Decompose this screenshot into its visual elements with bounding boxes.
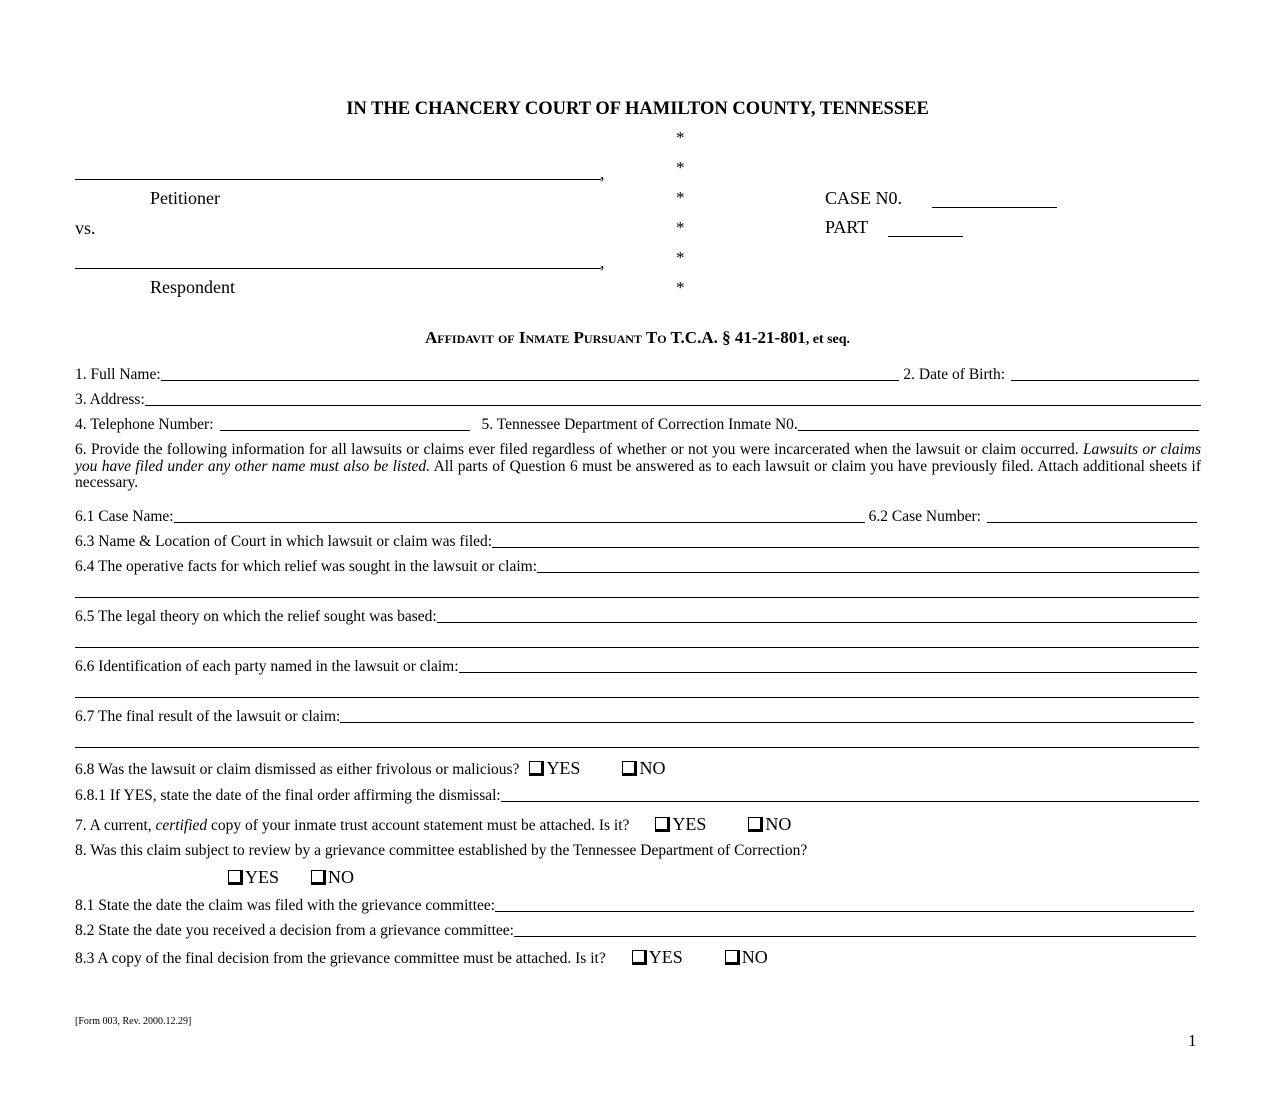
affidavit-title xyxy=(0,328,1275,348)
row-grievance-filed-date xyxy=(75,897,1194,915)
trust-account-no-checkbox[interactable] xyxy=(748,814,791,835)
caption-star: * xyxy=(676,218,685,237)
parties-line-2[interactable] xyxy=(75,697,1199,698)
case-number-field[interactable] xyxy=(987,522,1197,523)
grievance-review-yes-checkbox[interactable] xyxy=(228,867,279,888)
part-line[interactable] xyxy=(888,236,963,237)
no-label: NO xyxy=(328,867,355,887)
legal-theory-field[interactable] xyxy=(437,622,1197,623)
dob-label: 2. Date of Birth: xyxy=(903,366,1005,383)
q6-text-1: 6. Provide the following information for all lawsuits or claims ever filed regardless of whether or not you were incarcerated when the lawsuit or claim occurred. xyxy=(75,441,1079,458)
full-name-field[interactable] xyxy=(161,380,900,381)
grievance-copy-no-checkbox[interactable] xyxy=(725,947,768,968)
trust-account-label: 7. A current, certified copy of your inmate trust account statement must be attached. Is it? xyxy=(75,817,630,834)
checkbox-icon xyxy=(655,817,670,832)
final-result-field[interactable] xyxy=(340,722,1194,723)
row-operative-facts xyxy=(75,558,1199,576)
telephone-field[interactable] xyxy=(220,430,470,431)
yes-label: YES xyxy=(546,758,581,778)
row-final-result xyxy=(75,708,1194,726)
yes-label: YES xyxy=(245,867,280,887)
row-grievance-review xyxy=(75,842,807,860)
row-grievance-review-options xyxy=(218,867,354,888)
respondent-label: Respondent xyxy=(150,277,235,297)
full-name-label: 1. Full Name: xyxy=(75,366,161,383)
caption-star: * xyxy=(676,248,685,267)
grievance-decision-field[interactable] xyxy=(514,936,1196,937)
caption-star: * xyxy=(676,128,685,147)
affidavit-title-statute: T.C.A. § 41-21-801 xyxy=(670,328,806,347)
q6-text-italic: Lawsuits or claims you have filed under any other name must also be listed. xyxy=(75,441,1201,475)
row-parties xyxy=(75,658,1197,676)
row-grievance-copy xyxy=(75,947,768,968)
caption-star: * xyxy=(676,278,685,297)
row-legal-theory xyxy=(75,608,1197,626)
dismissal-date-label: 6.8.1 If YES, state the date of the final order affirming the dismissal: xyxy=(75,787,501,804)
final-result-label: 6.7 The final result of the lawsuit or claim: xyxy=(75,708,341,725)
case-number-line[interactable] xyxy=(932,207,1057,208)
address-label: 3. Address: xyxy=(75,391,145,408)
row-frivolous xyxy=(75,758,665,779)
petitioner-name-line[interactable] xyxy=(75,179,601,180)
question-6-instructions xyxy=(75,442,1201,492)
dob-field[interactable] xyxy=(1011,380,1199,381)
petitioner-comma: , xyxy=(600,163,605,183)
no-label: NO xyxy=(765,814,792,834)
no-label: NO xyxy=(741,947,768,967)
case-number-field-label: 6.2 Case Number: xyxy=(868,508,981,525)
row-address xyxy=(75,391,1201,409)
operative-facts-label: 6.4 The operative facts for which relief was sought in the lawsuit or claim: xyxy=(75,558,537,575)
checkbox-icon xyxy=(228,870,243,885)
row-grievance-decision-date xyxy=(75,922,1196,940)
q6-text-2: All parts of Question 6 must be answered as to each lawsuit or claim you have previously filed. Attach additional sheets if necessary. xyxy=(75,457,1201,491)
parties-label: 6.6 Identification of each party named in the lawsuit or claim: xyxy=(75,658,459,675)
checkbox-icon xyxy=(725,950,740,965)
vs-label: vs. xyxy=(75,218,96,238)
inmate-number-field[interactable] xyxy=(798,430,1199,431)
frivolous-label: 6.8 Was the lawsuit or claim dismissed as either frivolous or malicious? xyxy=(75,761,520,778)
grievance-copy-yes-checkbox[interactable] xyxy=(632,947,683,968)
respondent-name-line[interactable] xyxy=(75,268,601,269)
affidavit-title-main: Affidavit of Inmate Pursuant To xyxy=(424,328,667,347)
row-trust-account xyxy=(75,814,791,835)
inmate-number-label: 5. Tennessee Department of Correction Inmate N0. xyxy=(481,416,798,433)
grievance-review-label: 8. Was this claim subject to review by a grievance committee established by the Tennessee Department of Correction? xyxy=(75,842,808,859)
row-case-name-number xyxy=(75,508,1197,526)
caption-star: * xyxy=(676,158,685,177)
frivolous-no-checkbox[interactable] xyxy=(622,758,665,779)
frivolous-yes-checkbox[interactable] xyxy=(529,758,580,779)
operative-facts-line-2[interactable] xyxy=(75,597,1199,598)
telephone-label: 4. Telephone Number: xyxy=(75,416,214,433)
checkbox-icon xyxy=(632,950,647,965)
respondent-comma: , xyxy=(600,252,605,272)
parties-field[interactable] xyxy=(459,672,1198,673)
grievance-filed-field[interactable] xyxy=(495,911,1194,912)
affidavit-title-suffix: , et seq. xyxy=(805,332,851,347)
grievance-filed-label: 8.1 State the date the claim was filed with the grievance committee: xyxy=(75,897,496,914)
form-id: [Form 003, Rev. 2000.12.29] xyxy=(75,1016,192,1027)
operative-facts-field[interactable] xyxy=(537,572,1199,573)
court-location-field[interactable] xyxy=(492,547,1199,548)
row-name-dob xyxy=(75,366,1199,384)
dismissal-date-field[interactable] xyxy=(501,801,1199,802)
court-title: IN THE CHANCERY COURT OF HAMILTON COUNTY, TENNESSEE xyxy=(346,99,929,119)
grievance-decision-label: 8.2 State the date you received a decision from a grievance committee: xyxy=(75,922,514,939)
address-field[interactable] xyxy=(145,405,1201,406)
petitioner-label: Petitioner xyxy=(150,188,220,208)
checkbox-icon xyxy=(311,870,326,885)
checkbox-icon xyxy=(748,817,763,832)
yes-label: YES xyxy=(672,814,707,834)
row-dismissal-date xyxy=(75,787,1199,805)
caption-star: * xyxy=(676,188,685,207)
case-name-field[interactable] xyxy=(174,522,865,523)
yes-label: YES xyxy=(648,947,683,967)
court-location-label: 6.3 Name & Location of Court in which lawsuit or claim was filed: xyxy=(75,533,493,550)
legal-theory-line-2[interactable] xyxy=(75,647,1199,648)
checkbox-icon xyxy=(529,761,544,776)
case-number-label: CASE N0. xyxy=(825,188,903,208)
grievance-copy-label: 8.3 A copy of the final decision from the grievance committee must be attached. Is it? xyxy=(75,950,606,967)
grievance-review-no-checkbox[interactable] xyxy=(311,867,354,888)
final-result-line-2[interactable] xyxy=(75,747,1199,748)
checkbox-icon xyxy=(622,761,637,776)
case-name-label: 6.1 Case Name: xyxy=(75,508,174,525)
trust-account-yes-checkbox[interactable] xyxy=(655,814,706,835)
no-label: NO xyxy=(639,758,666,778)
part-label: PART xyxy=(825,217,869,237)
legal-theory-label: 6.5 The legal theory on which the relief sought was based: xyxy=(75,608,437,625)
row-court xyxy=(75,533,1199,551)
page-number: 1 xyxy=(1188,1031,1197,1050)
row-phone-inmate xyxy=(75,416,1199,434)
